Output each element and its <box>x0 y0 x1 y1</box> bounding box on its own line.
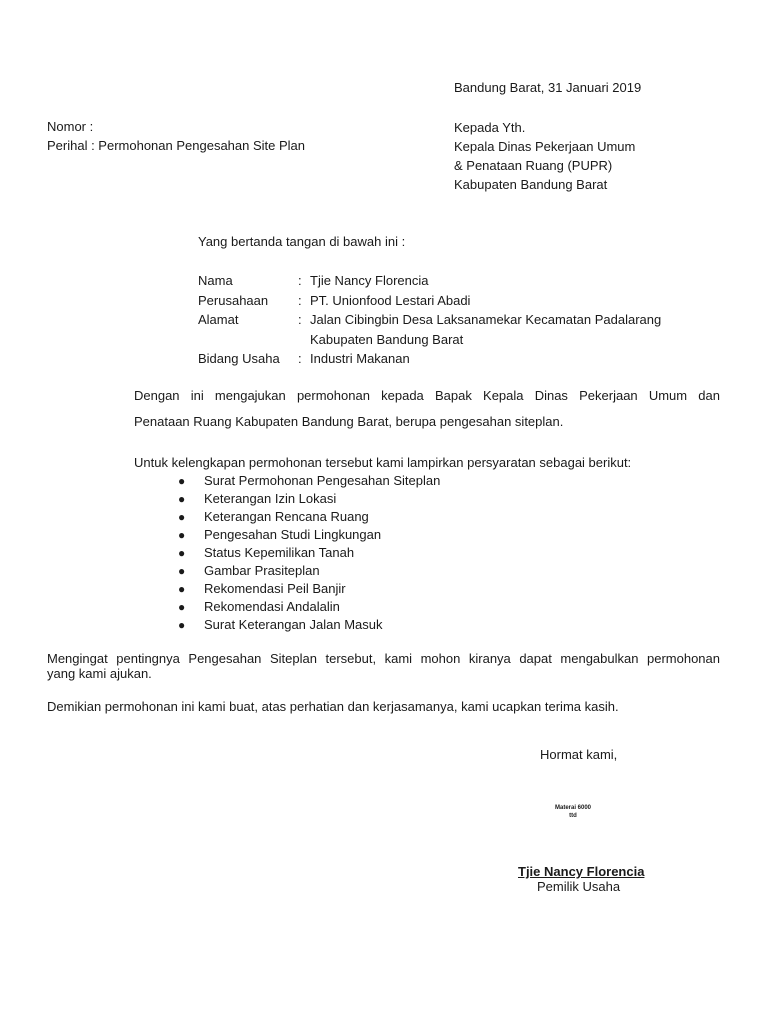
recipient-line: & Penataan Ruang (PUPR) <box>454 158 613 173</box>
signer-role: Pemilik Usaha <box>537 879 621 894</box>
list-item <box>178 580 440 598</box>
requirement-text: Pengesahan Studi Lingkungan <box>204 527 382 542</box>
list-item <box>178 598 440 616</box>
identity-colon: : <box>298 292 302 308</box>
identity-label: Alamat <box>198 312 239 327</box>
closing-line-2: yang kami ajukan. <box>47 666 152 681</box>
intro-text: Yang bertanda tangan di bawah ini : <box>198 234 406 249</box>
list-item <box>178 472 440 490</box>
identity-value: Industri Makanan <box>310 351 410 366</box>
requirement-text: Keterangan Rencana Ruang <box>204 509 369 524</box>
requirements-intro: Untuk kelengkapan permohonan tersebut kami lampirkan persyaratan sebagai berikut: <box>134 455 632 470</box>
bullet-icon: ● <box>178 546 186 560</box>
closing-line-1: Mengingat pentingnya Pengesahan Siteplan tersebut, kami mohon kiranya dapat mengabulkan permohonan <box>47 651 720 666</box>
letter-date: Bandung Barat, 31 Januari 2019 <box>454 80 642 95</box>
requirement-text: Gambar Prasiteplan <box>204 563 320 578</box>
recipient-block <box>454 118 635 194</box>
bullet-icon: ● <box>178 600 186 614</box>
requirement-text: Keterangan Izin Lokasi <box>204 491 337 506</box>
bullet-icon: ● <box>178 564 186 578</box>
stamp-placeholder <box>548 804 598 820</box>
list-item <box>178 616 440 634</box>
signer-name: Tjie Nancy Florencia <box>518 864 645 879</box>
requirement-text: Surat Permohonan Pengesahan Siteplan <box>204 473 441 488</box>
list-item <box>178 544 440 562</box>
identity-label: Bidang Usaha <box>198 351 280 366</box>
bullet-icon: ● <box>178 510 186 524</box>
signature-greeting: Hormat kami, <box>540 747 618 762</box>
identity-colon: : <box>298 351 302 366</box>
bullet-icon: ● <box>178 528 186 542</box>
identity-value: Kabupaten Bandung Barat <box>310 331 464 347</box>
requirement-text: Status Kepemilikan Tanah <box>204 545 355 560</box>
identity-value: Tjie Nancy Florencia <box>310 273 429 288</box>
list-item <box>178 490 440 508</box>
bullet-icon: ● <box>178 492 186 506</box>
identity-value: Jalan Cibingbin Desa Laksanamekar Kecamatan Padalarang <box>310 312 662 327</box>
identity-label: Perusahaan <box>198 292 269 308</box>
bullet-icon: ● <box>178 618 186 632</box>
stamp-text: ttd <box>569 813 577 819</box>
letter-number: Nomor : <box>47 119 94 134</box>
bullet-icon: ● <box>178 582 186 596</box>
letter-subject: Perihal : Permohonan Pengesahan Site Plan <box>47 138 306 153</box>
identity-value: PT. Unionfood Lestari Abadi <box>310 292 471 308</box>
requirement-text: Surat Keterangan Jalan Masuk <box>204 617 383 632</box>
list-item <box>178 526 440 544</box>
recipient-line: Kabupaten Bandung Barat <box>454 177 608 192</box>
stamp-text: Materai 6000 <box>554 805 592 811</box>
recipient-line: Kepala Dinas Pekerjaan Umum <box>454 139 636 154</box>
request-line-1: Dengan ini mengajukan permohonan kepada Bapak Kepala Dinas Pekerjaan Umum dan <box>134 388 720 403</box>
recipient-line: Kepada Yth. <box>454 120 526 135</box>
identity-colon: : <box>298 273 302 288</box>
requirement-text: Rekomendasi Andalalin <box>204 599 340 614</box>
closing-thanks: Demikian permohonan ini kami buat, atas perhatian dan kerjasamanya, kami ucapkan terima kasih. <box>47 699 619 714</box>
identity-colon: : <box>298 312 302 327</box>
requirements-list <box>178 472 440 634</box>
request-line-2: Penataan Ruang Kabupaten Bandung Barat, berupa pengesahan siteplan. <box>134 414 564 429</box>
requirement-text: Rekomendasi Peil Banjir <box>204 581 346 596</box>
list-item <box>178 508 440 526</box>
bullet-icon: ● <box>178 474 186 488</box>
list-item <box>178 562 440 580</box>
identity-label: Nama <box>198 273 233 288</box>
